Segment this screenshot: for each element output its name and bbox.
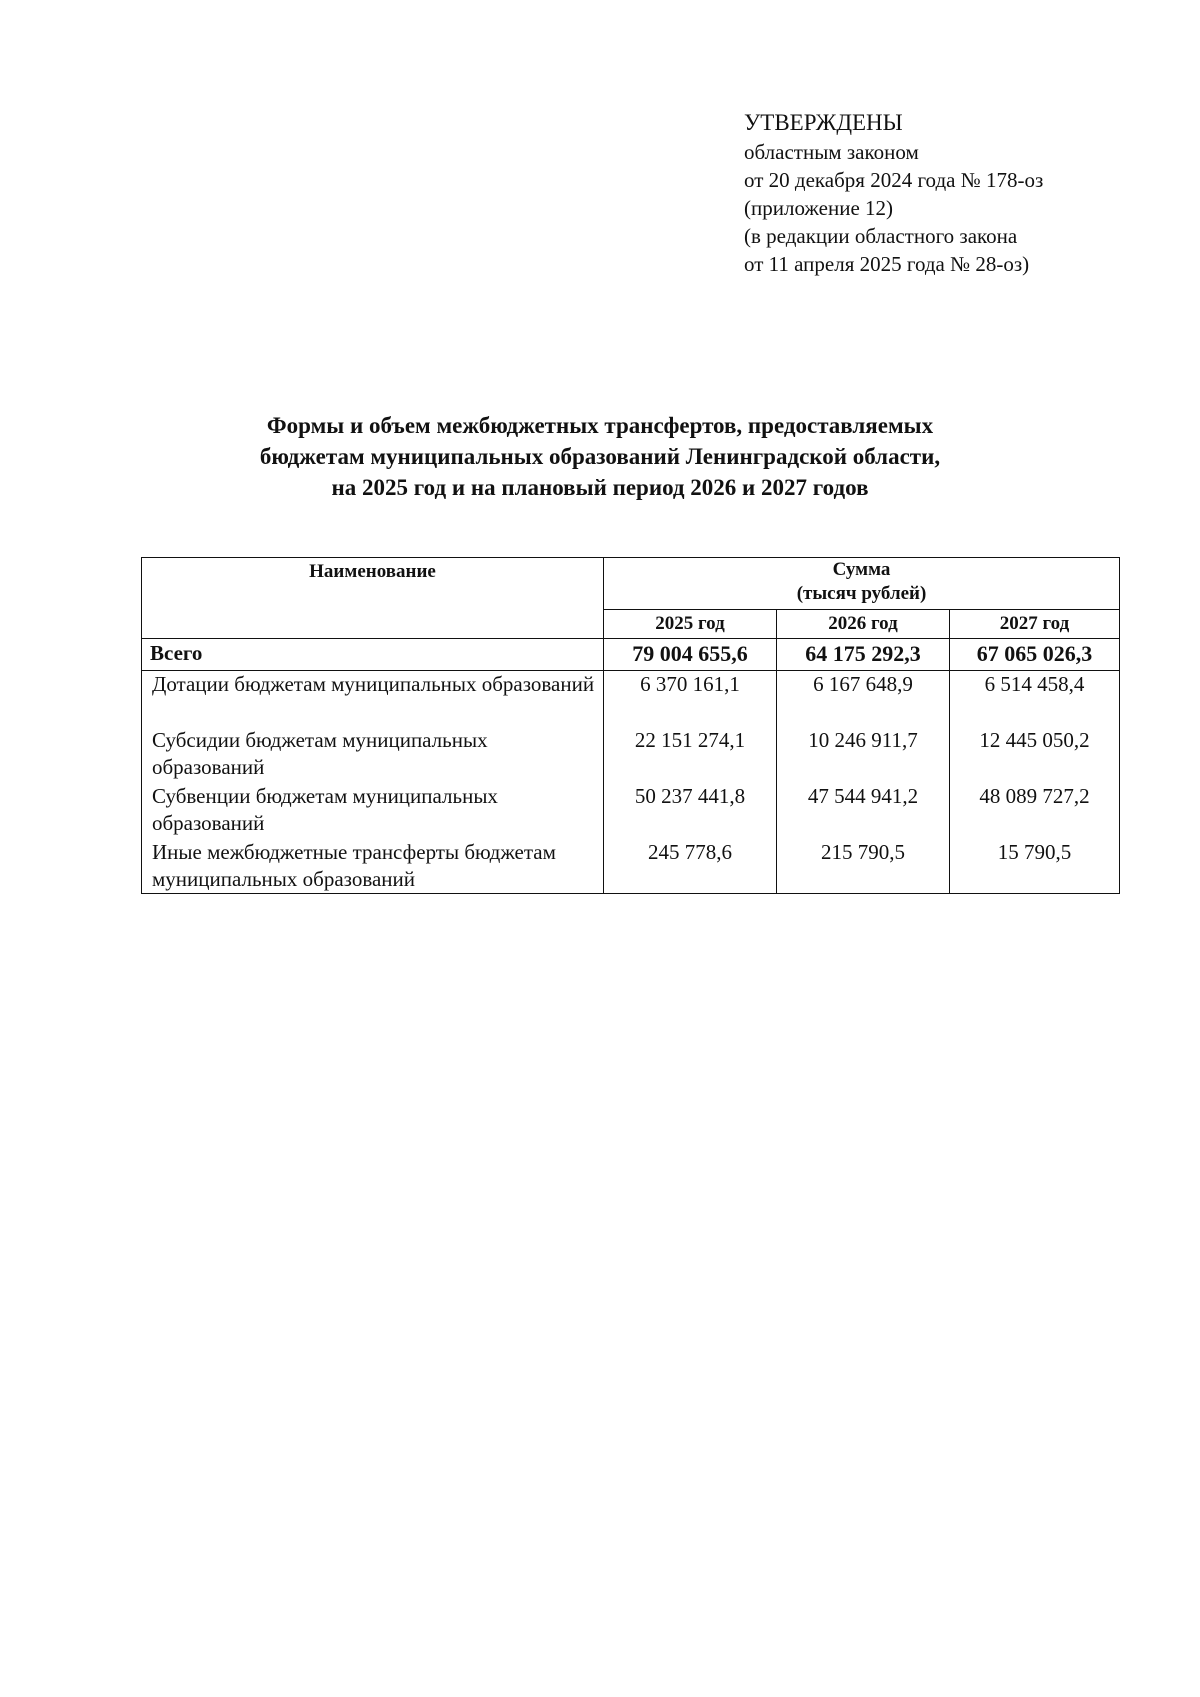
- title-line: Формы и объем межбюджетных трансфертов, предоставляемых: [266, 413, 934, 438]
- row-label: Субвенции бюджетам муниципальных образований: [142, 783, 604, 839]
- row-value-2025: 22 151 274,1: [604, 727, 777, 783]
- transfers-table: [141, 557, 1120, 894]
- approval-heading: УТВЕРЖДЕНЫ: [744, 110, 903, 135]
- table-row: [142, 727, 1120, 783]
- sum-header-unit: (тысяч рублей): [796, 583, 927, 604]
- row-label: Иные межбюджетные трансферты бюджетам муниципальных образований: [142, 839, 604, 894]
- title-line: на 2025 год и на плановый период 2026 и 2027 годов: [331, 475, 869, 500]
- row-value-2027: 6 514 458,4: [950, 671, 1120, 728]
- approval-line: (в редакции областного закона: [744, 224, 1018, 248]
- row-value-2026: 10 246 911,7: [777, 727, 950, 783]
- total-row: [142, 639, 1120, 671]
- sum-header-label: Сумма: [832, 559, 891, 580]
- approval-line: от 20 декабря 2024 года № 178-оз: [744, 168, 1044, 192]
- row-value-2027: 48 089 727,2: [950, 783, 1120, 839]
- row-value-2025: 245 778,6: [604, 839, 777, 894]
- total-value-2025: 79 004 655,6: [604, 639, 777, 671]
- total-label: Всего: [142, 639, 604, 671]
- approval-line: (приложение 12): [744, 196, 894, 220]
- row-value-2027: 15 790,5: [950, 839, 1120, 894]
- year-header-2025: 2025 год: [604, 610, 777, 639]
- name-column-header: Наименование: [142, 558, 604, 639]
- table-row: [142, 839, 1120, 894]
- approval-line: от 11 апреля 2025 года № 28-оз): [744, 252, 1030, 276]
- row-value-2026: 215 790,5: [777, 839, 950, 894]
- total-value-2027: 67 065 026,3: [950, 639, 1120, 671]
- row-label: Субсидии бюджетам муниципальных образований: [142, 727, 604, 783]
- title-line: бюджетам муниципальных образований Ленинградской области,: [259, 444, 941, 469]
- year-header-2027: 2027 год: [950, 610, 1120, 639]
- row-value-2025: 6 370 161,1: [604, 671, 777, 728]
- table-row: [142, 671, 1120, 728]
- total-value-2026: 64 175 292,3: [777, 639, 950, 671]
- approval-block: [744, 108, 1164, 278]
- sum-column-header: [604, 558, 1120, 610]
- document-title: [100, 410, 1100, 503]
- row-value-2025: 50 237 441,8: [604, 783, 777, 839]
- row-value-2026: 6 167 648,9: [777, 671, 950, 728]
- row-label: Дотации бюджетам муниципальных образований: [142, 671, 604, 728]
- year-header-2026: 2026 год: [777, 610, 950, 639]
- row-value-2027: 12 445 050,2: [950, 727, 1120, 783]
- row-value-2026: 47 544 941,2: [777, 783, 950, 839]
- table-row: [142, 783, 1120, 839]
- approval-line: областным законом: [744, 140, 919, 164]
